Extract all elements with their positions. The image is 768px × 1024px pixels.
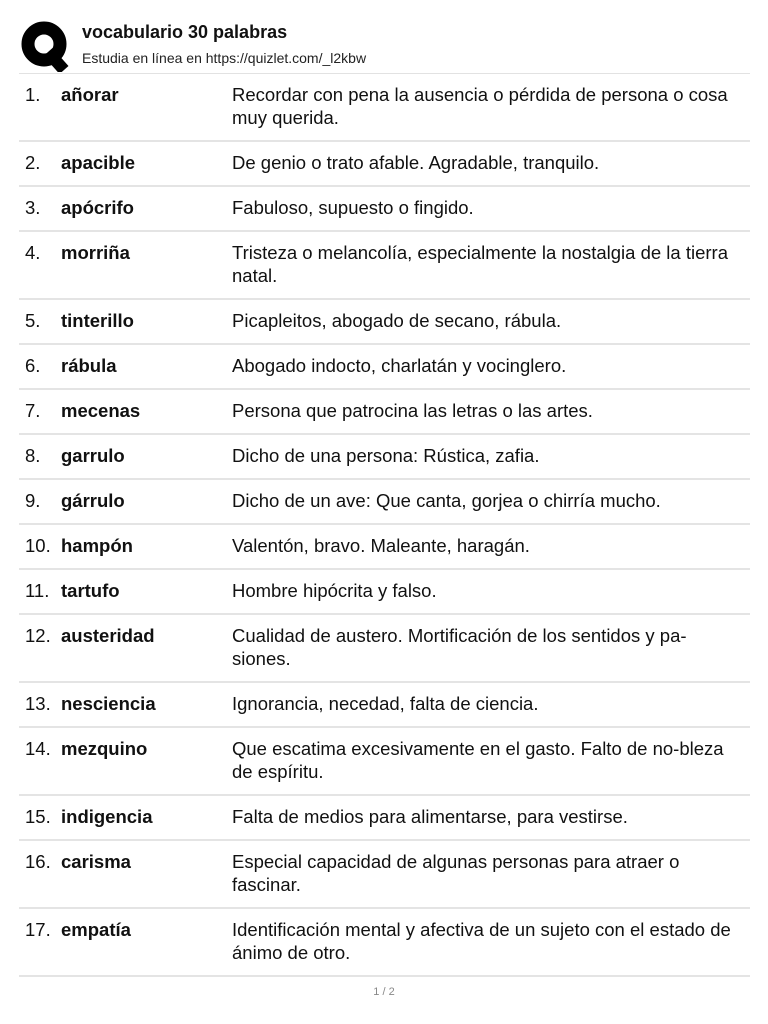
term-word: apacible — [61, 152, 136, 173]
term-definition: Especial capacidad de algunas personas para atraer o fascinar. — [232, 851, 680, 895]
term-list — [19, 73, 750, 977]
term-definition: Recordar con pena la ausencia o pérdida de persona o cosa muy querida. — [232, 84, 728, 128]
term-word: tinterillo — [61, 310, 134, 331]
term-number: 15. — [25, 806, 51, 827]
term-row — [19, 74, 750, 142]
term-definition: De genio o trato afable. Agradable, tranquilo. — [232, 152, 600, 173]
study-online-link[interactable]: Estudia en línea en https://quizlet.com/_l2kbw — [82, 50, 367, 66]
term-word: carisma — [61, 851, 131, 872]
term-number: 17. — [25, 919, 51, 940]
term-number: 1. — [25, 84, 41, 105]
term-number: 5. — [25, 310, 41, 331]
term-definition: Valentón, bravo. Maleante, haragán. — [232, 535, 530, 556]
term-word: indigencia — [61, 806, 153, 827]
term-number: 7. — [25, 400, 41, 421]
term-row — [19, 909, 750, 977]
term-word: austeridad — [61, 625, 155, 646]
term-definition: Cualidad de austero. Mortificación de los sentidos y pa-siones. — [232, 625, 687, 669]
term-definition: Hombre hipócrita y falso. — [232, 580, 437, 601]
term-row — [19, 728, 750, 796]
term-number: 10. — [25, 535, 51, 556]
term-definition: Dicho de una persona: Rústica, zafia. — [232, 445, 540, 466]
document-header — [20, 18, 750, 74]
term-definition: Persona que patrocina las letras o las artes. — [232, 400, 593, 421]
term-word: tartufo — [61, 580, 120, 601]
term-word: rábula — [61, 355, 117, 376]
term-number: 14. — [25, 738, 51, 759]
term-definition: Identificación mental y afectiva de un sujeto con el estado de ánimo de otro. — [232, 919, 731, 963]
term-definition: Tristeza o melancolía, especialmente la nostalgia de la tierra natal. — [232, 242, 728, 286]
term-row — [19, 841, 750, 909]
term-word: añorar — [61, 84, 119, 105]
term-row — [19, 615, 750, 683]
term-row — [19, 232, 750, 300]
term-row — [19, 300, 750, 345]
term-row — [19, 570, 750, 615]
term-word: morriña — [61, 242, 130, 263]
term-definition: Abogado indocto, charlatán y vocinglero. — [232, 355, 567, 376]
term-word: empatía — [61, 919, 131, 940]
term-word: gárrulo — [61, 490, 125, 511]
term-word: mecenas — [61, 400, 141, 421]
term-row — [19, 796, 750, 841]
term-row — [19, 390, 750, 435]
term-definition: Ignorancia, necedad, falta de ciencia. — [232, 693, 539, 714]
term-number: 11. — [25, 580, 50, 601]
term-word: nesciencia — [61, 693, 156, 714]
term-row — [19, 345, 750, 390]
term-number: 8. — [25, 445, 41, 466]
term-number: 3. — [25, 197, 41, 218]
term-definition: Picapleitos, abogado de secano, rábula. — [232, 310, 562, 331]
term-number: 16. — [25, 851, 51, 872]
term-number: 9. — [25, 490, 41, 511]
quizlet-q-logo-icon — [20, 20, 70, 72]
term-row — [19, 525, 750, 570]
term-word: mezquino — [61, 738, 148, 759]
term-number: 13. — [25, 693, 51, 714]
term-row — [19, 187, 750, 232]
page-number: 1 / 2 — [373, 986, 395, 998]
term-number: 2. — [25, 152, 41, 173]
term-row — [19, 435, 750, 480]
term-definition: Que escatima excesivamente en el gasto. Falto de no-bleza de espíritu. — [232, 738, 724, 782]
term-word: hampón — [61, 535, 133, 556]
term-definition: Dicho de un ave: Que canta, gorjea o chirría mucho. — [232, 490, 661, 511]
term-row — [19, 683, 750, 728]
document-title: vocabulario 30 palabras — [82, 22, 288, 42]
term-word: apócrifo — [61, 197, 134, 218]
term-number: 6. — [25, 355, 41, 376]
term-number: 4. — [25, 242, 41, 263]
term-row — [19, 142, 750, 187]
term-row — [19, 480, 750, 525]
term-definition: Falta de medios para alimentarse, para vestirse. — [232, 806, 628, 827]
term-definition: Fabuloso, supuesto o fingido. — [232, 197, 474, 218]
term-word: garrulo — [61, 445, 125, 466]
term-number: 12. — [25, 625, 51, 646]
